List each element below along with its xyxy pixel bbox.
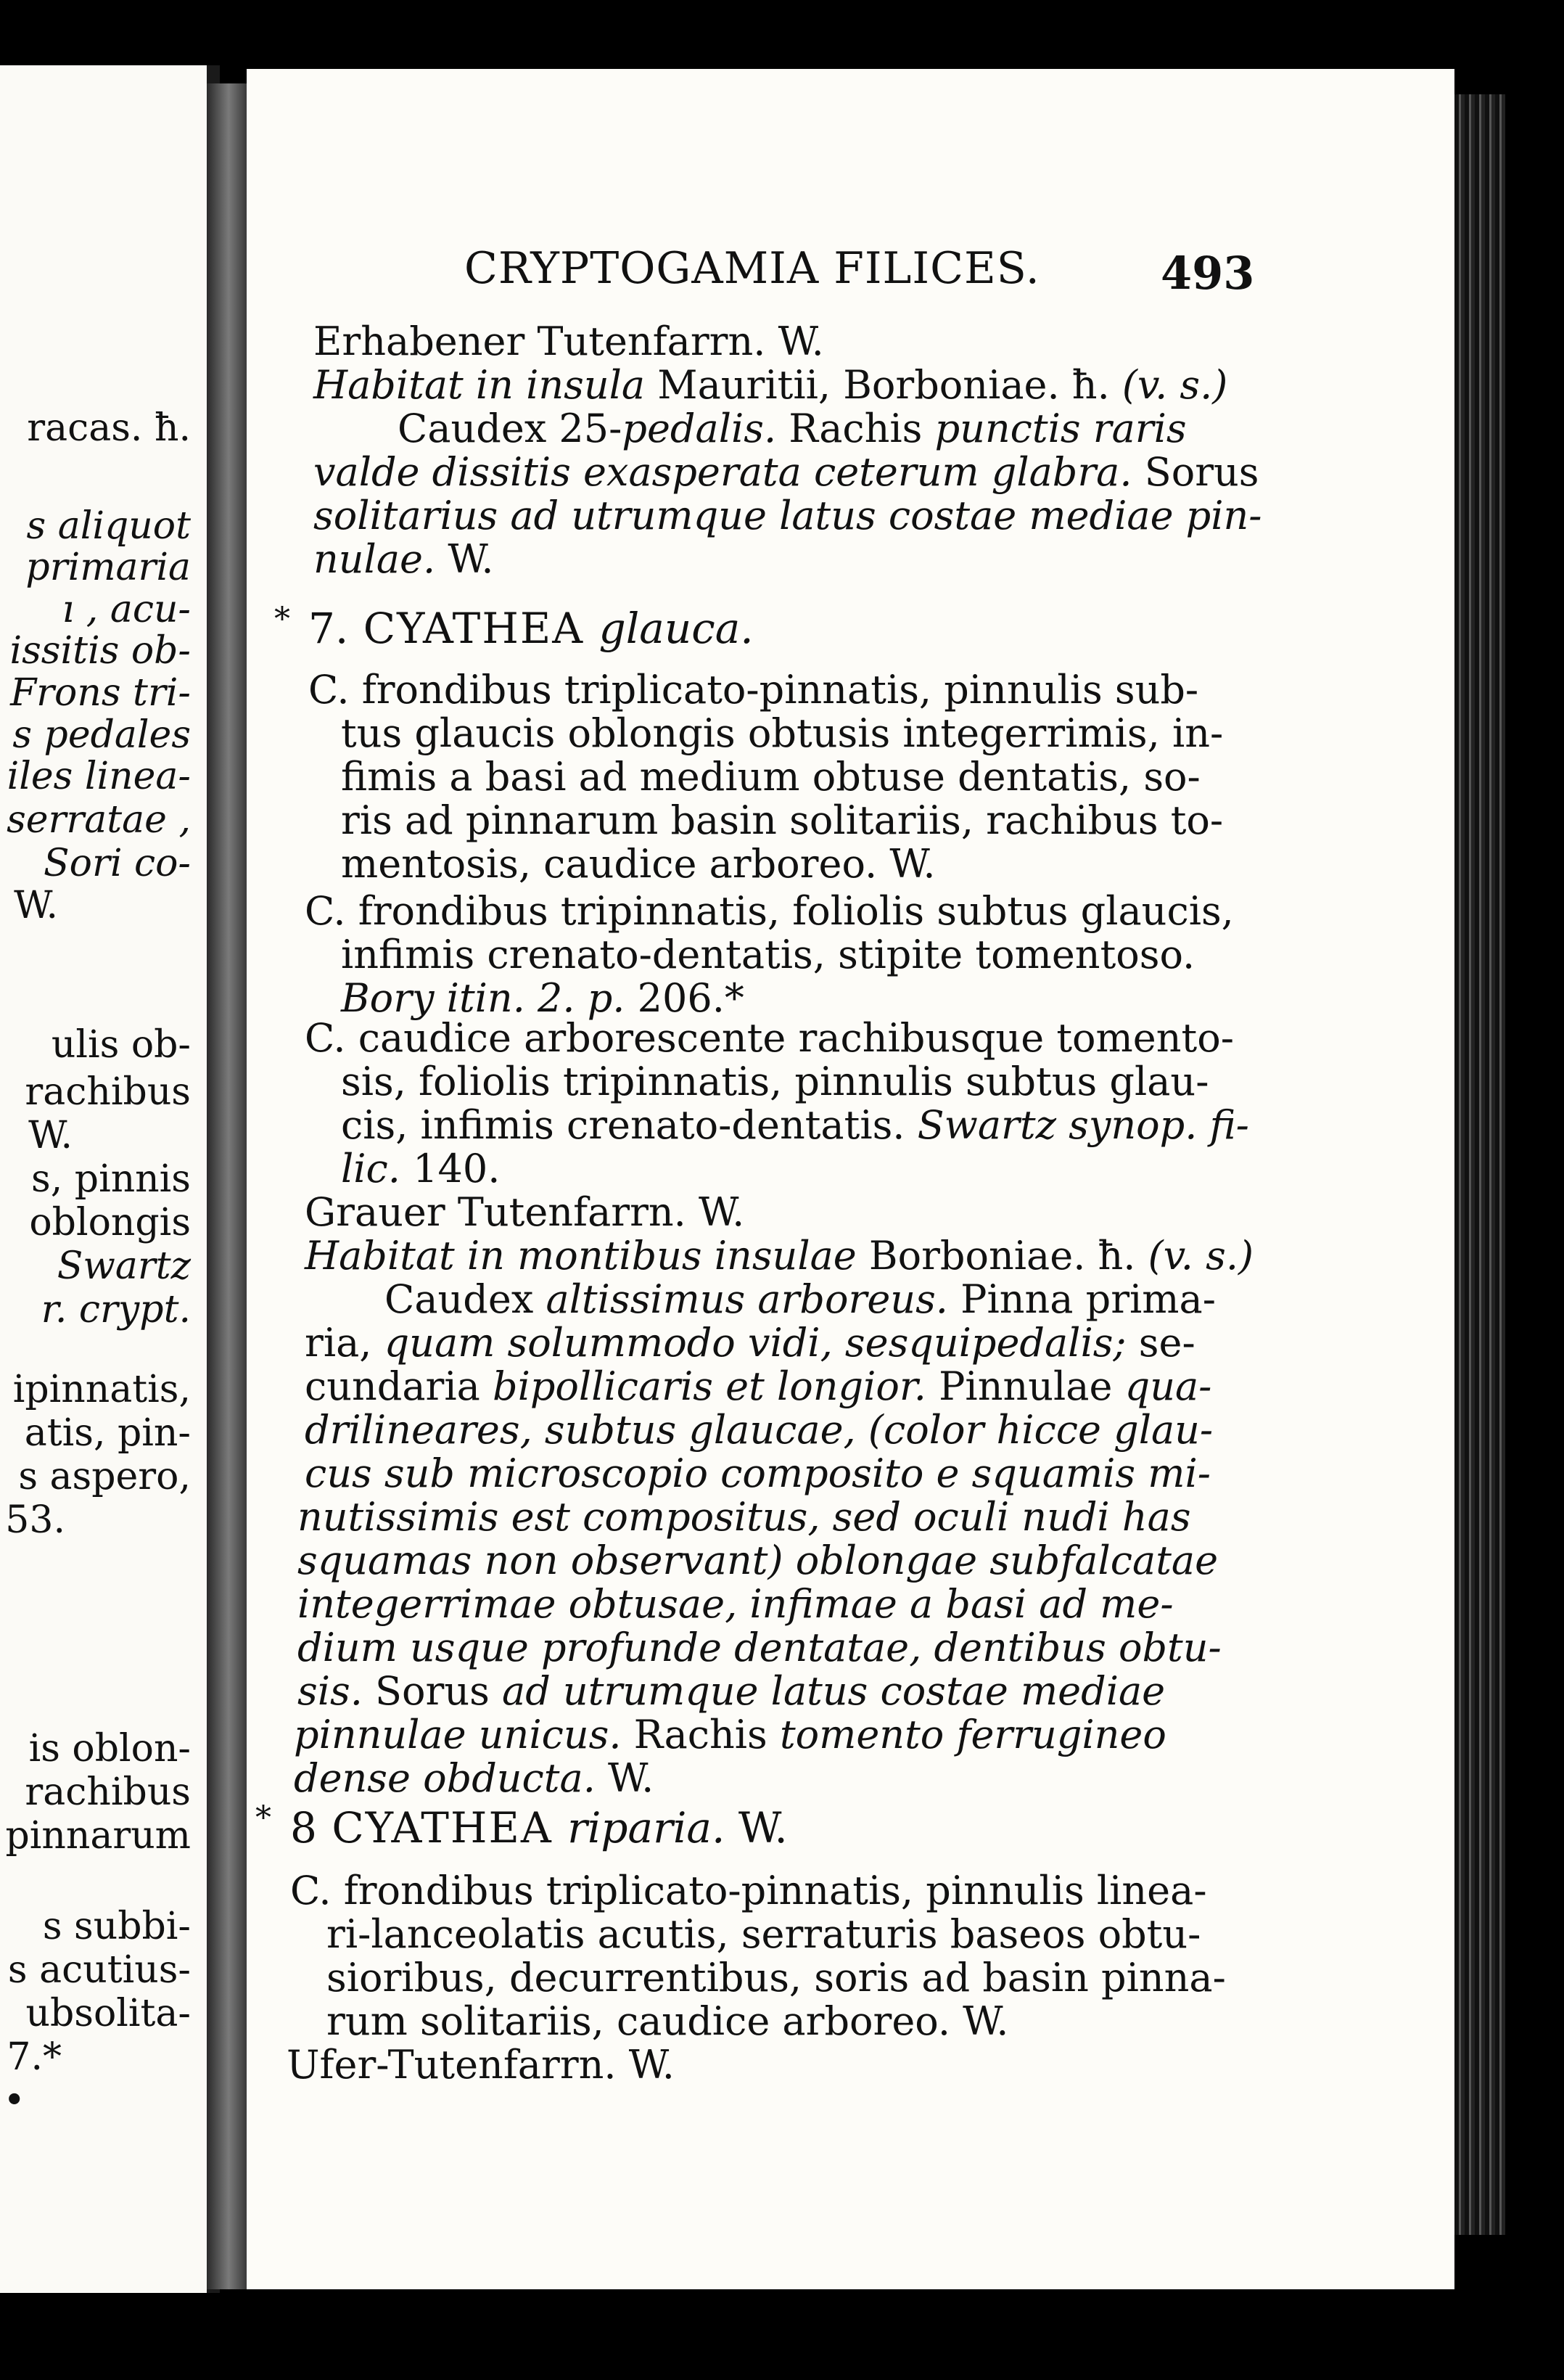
- roman-text: 140.: [400, 1146, 501, 1191]
- species-number: 8: [290, 1803, 317, 1852]
- roman-text: Rachis: [776, 406, 935, 451]
- text-line: C. caudice arborescente rachibusque tomento-: [305, 1015, 1234, 1061]
- roman-text: W.: [435, 536, 494, 582]
- roman-text: se-: [1126, 1320, 1195, 1366]
- roman-text: cis, infimis crenato-dentatis.: [341, 1102, 918, 1148]
- left-line: 7.*: [7, 2035, 62, 2079]
- roman-text: Mauritii, Borboniae. ħ.: [645, 362, 1122, 408]
- left-line: r. crypt.: [41, 1288, 191, 1331]
- italic-text: Swartz synop. fi-: [917, 1102, 1249, 1148]
- text-line: squamas non observant) oblongae subfalcatae: [297, 1538, 1219, 1583]
- text-line: solitarius ad utrumque latus costae mediae pin-: [313, 493, 1262, 538]
- italic-text: valde dissitis exasperata ceterum glabra.: [313, 449, 1132, 495]
- asterisk-mark: *: [255, 1800, 271, 1837]
- italic-text: dense obducta.: [294, 1755, 596, 1801]
- italic-text: Bory itin. 2. p.: [341, 975, 638, 1021]
- italic-text: punctis raris: [934, 406, 1187, 451]
- running-head: CRYPTOGAMIA FILICES.: [464, 243, 1040, 294]
- genus-name: CYATHEA: [348, 604, 599, 653]
- roman-text: Sorus: [1132, 449, 1259, 495]
- italic-text: qua-: [1124, 1363, 1212, 1409]
- left-line: 53.: [5, 1498, 65, 1542]
- left-line: W.: [14, 884, 58, 927]
- text-line: [294, 1712, 1166, 1757]
- text-line: [313, 363, 1227, 408]
- roman-text: Borboniae. ħ.: [856, 1233, 1148, 1279]
- asterisk-mark: *: [274, 601, 290, 638]
- left-line: rachibus: [25, 1770, 191, 1814]
- italic-text: sis.: [297, 1668, 363, 1714]
- left-line: iles linea-: [7, 755, 191, 798]
- left-line: is oblon-: [28, 1727, 191, 1770]
- italic-text: altissimus arboreus.: [546, 1276, 948, 1322]
- left-line: s aliquot: [26, 504, 191, 548]
- text-line: [341, 976, 744, 1021]
- italic-text: ad utrumque latus costae mediae: [502, 1668, 1166, 1714]
- left-page-fragment: [0, 65, 220, 2293]
- roman-text: Caudex 25-: [398, 406, 622, 451]
- left-line: racas. ħ.: [27, 406, 191, 450]
- text-line: ri-lanceolatis acutis, serraturis baseos obtu-: [326, 1911, 1201, 1957]
- text-line: nutissimis est compositus, sed oculi nudi has: [297, 1494, 1191, 1540]
- species-name: glauca.: [598, 604, 754, 653]
- text-line: [294, 1756, 654, 1801]
- left-line: ulis ob-: [51, 1023, 191, 1067]
- roman-text: W.: [595, 1755, 654, 1801]
- left-line: primaria: [25, 546, 191, 589]
- page-edge: [1454, 94, 1505, 2235]
- text-line: [297, 1669, 1165, 1714]
- italic-text: pedalis.: [622, 406, 777, 451]
- roman-text: cundaria: [305, 1363, 493, 1409]
- text-line: tus glaucis oblongis obtusis integerrimis, in-: [341, 710, 1224, 756]
- left-line: Sori co-: [44, 842, 191, 885]
- text-line: [313, 537, 494, 582]
- left-line: atis, pin-: [24, 1411, 191, 1455]
- roman-text: Caudex: [384, 1276, 546, 1322]
- italic-text: pinnulae unicus.: [294, 1712, 622, 1757]
- text-line: Erhabener Tutenfarrn. W.: [313, 319, 824, 364]
- text-line: drilineares, subtus glaucae, (color hicce glau-: [305, 1407, 1214, 1453]
- species-heading: [290, 1805, 788, 1850]
- left-line: oblongis: [29, 1201, 191, 1244]
- italic-text: quam solummodo vidi, sesquipedalis;: [384, 1320, 1127, 1366]
- text-line: [384, 1277, 1216, 1322]
- italic-text: tomento ferrugineo: [779, 1712, 1166, 1757]
- text-line: C. frondibus triplicato-pinnatis, pinnulis sub-: [308, 667, 1199, 713]
- roman-text: Pinna prima-: [947, 1276, 1216, 1322]
- italic-text: (v. s.): [1148, 1233, 1254, 1279]
- italic-text: bipollicaris et longior.: [493, 1363, 926, 1409]
- roman-text: 206.*: [637, 975, 744, 1021]
- left-line: s, pinnis: [31, 1157, 191, 1201]
- page-number: 493: [1161, 247, 1255, 300]
- left-line: rachibus: [25, 1070, 191, 1114]
- text-line: rum solitariis, caudice arboreo. W.: [326, 1998, 1009, 2044]
- text-line: [398, 406, 1187, 451]
- left-line: Frons tri-: [10, 671, 191, 715]
- left-line: ubsolita-: [25, 1992, 191, 2035]
- text-line: infimis crenato-dentatis, stipite tomentoso.: [341, 932, 1195, 977]
- genus-name: CYATHEA: [316, 1803, 568, 1852]
- roman-text: Sorus: [362, 1668, 502, 1714]
- text-line: Grauer Tutenfarrn. W.: [305, 1189, 745, 1235]
- left-line: ı , acu-: [62, 588, 191, 631]
- left-line: •: [3, 2079, 25, 2122]
- roman-text: W.: [725, 1803, 788, 1852]
- left-line: s acutius-: [7, 1948, 191, 1992]
- italic-text: Habitat in montibus insulae: [305, 1233, 857, 1279]
- left-line: s subbi-: [42, 1905, 191, 1948]
- text-line: [313, 450, 1259, 495]
- text-line: sioribus, decurrentibus, soris ad basin pinna-: [326, 1955, 1226, 2001]
- left-line: serratae ,: [7, 798, 191, 842]
- text-line: C. frondibus tripinnatis, foliolis subtus glaucis,: [305, 888, 1234, 934]
- text-line: [341, 1103, 1249, 1148]
- text-line: fimis a basi ad medium obtuse dentatis, so-: [341, 754, 1201, 800]
- left-line: ipinnatis,: [12, 1368, 191, 1411]
- text-line: mentosis, caudice arboreo. W.: [341, 841, 936, 887]
- text-line: C. frondibus triplicato-pinnatis, pinnulis linea-: [290, 1868, 1207, 1913]
- italic-text: lic.: [341, 1146, 400, 1191]
- species-heading: [308, 606, 754, 651]
- text-line: [305, 1321, 1195, 1366]
- text-line: cus sub microscopio composito e squamis mi-: [305, 1450, 1211, 1496]
- text-line: integerrimae obtusae, infimae a basi ad me-: [297, 1581, 1174, 1627]
- text-line: Ufer-Tutenfarrn. W.: [287, 2042, 675, 2088]
- text-line: sis, foliolis tripinnatis, pinnulis subtus glau-: [341, 1059, 1209, 1104]
- text-line: ris ad pinnarum basin solitariis, rachibus to-: [341, 797, 1224, 843]
- species-number: 7.: [308, 604, 349, 653]
- italic-text: nulae.: [313, 536, 436, 582]
- roman-text: ria,: [305, 1320, 384, 1366]
- text-line: [305, 1364, 1211, 1409]
- italic-text: Habitat in insula: [313, 362, 646, 408]
- text-line: dium usque profunde dentatae, dentibus obtu-: [297, 1625, 1222, 1670]
- left-line: s aspero,: [18, 1455, 191, 1498]
- species-name: riparia.: [567, 1803, 725, 1852]
- text-line: [341, 1146, 500, 1191]
- text-line: [305, 1234, 1254, 1279]
- book-gutter: [207, 83, 247, 2289]
- left-line: Swartz: [57, 1244, 191, 1288]
- roman-text: Pinnulae: [926, 1363, 1125, 1409]
- left-line: issitis ob-: [9, 629, 191, 673]
- roman-text: Rachis: [621, 1712, 780, 1757]
- left-line: W.: [28, 1114, 73, 1157]
- left-line: s pedales: [12, 713, 191, 757]
- left-line: pinnarum: [5, 1814, 191, 1858]
- italic-text: (v. s.): [1121, 362, 1228, 408]
